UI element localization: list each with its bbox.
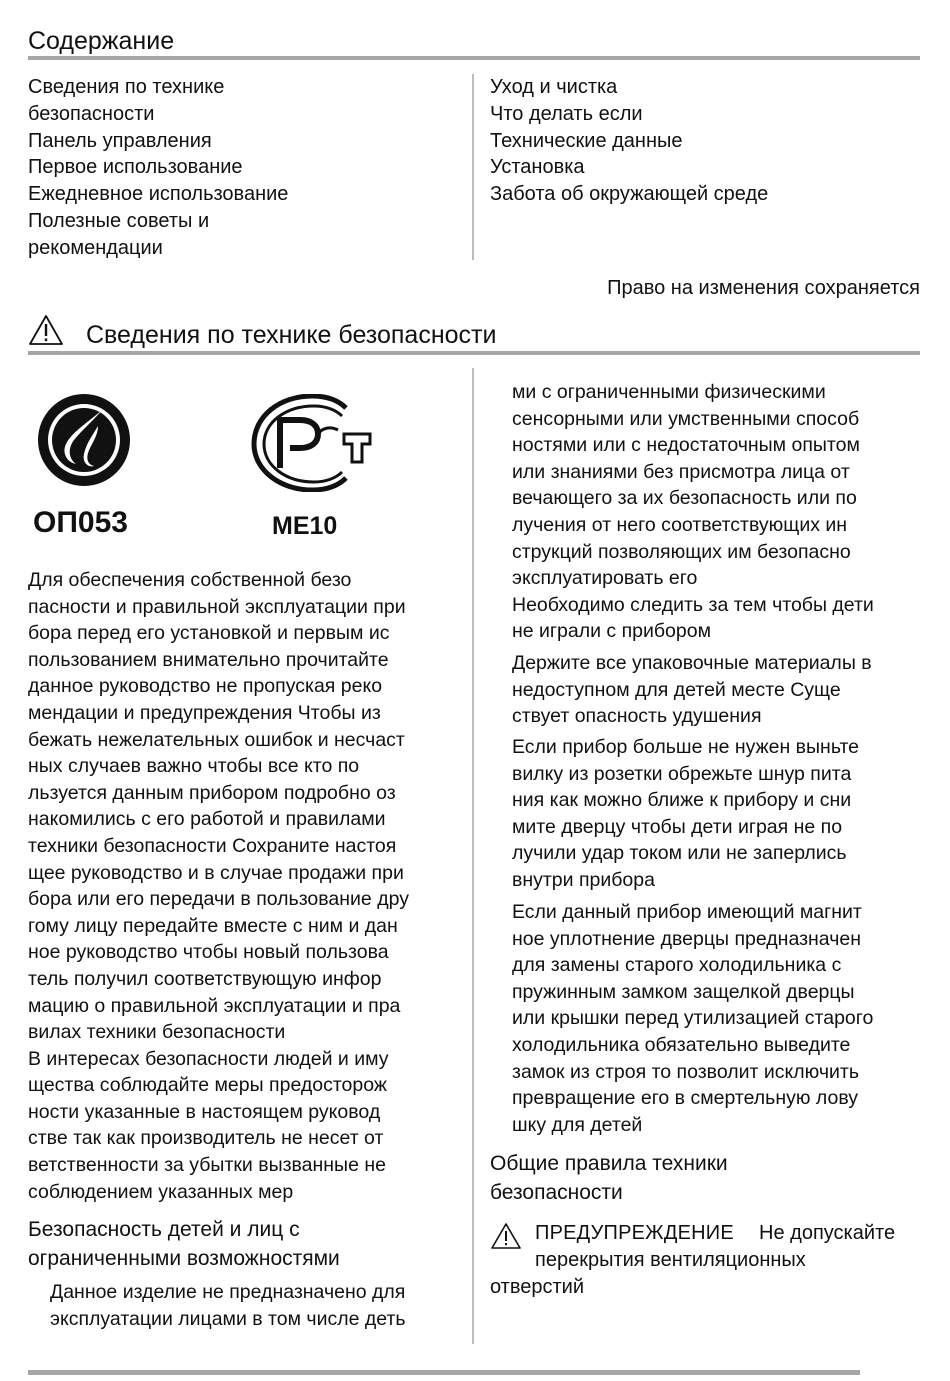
text-line: эксплуатации лицами в том числе деть (50, 1307, 406, 1330)
text-line: соблюдением указанных мер (28, 1180, 294, 1203)
text-line: Данное изделие не предназначено для (50, 1281, 406, 1303)
toc-item[interactable]: Панель управления (28, 129, 212, 152)
toc-item[interactable]: рекомендации (28, 236, 163, 259)
text-line: накомились с его работой и правилами (28, 808, 386, 831)
text-line: тель получил соответствующую инфор (28, 967, 382, 990)
text-line: сенсорными или умственными способ (512, 407, 860, 430)
toc-divider (472, 74, 474, 260)
text-line: вилку из розетки обрежьте шнур пита (512, 762, 852, 785)
toc-item[interactable]: безопасности (28, 102, 155, 125)
toc-item[interactable]: Уход и чистка (490, 76, 618, 98)
toc-title-rule (28, 56, 920, 60)
text-line: лучения от него соответствующих ин (512, 513, 848, 536)
children-safety-continued (512, 379, 874, 645)
text-line: Если данный прибор имеющий магнит (512, 901, 862, 923)
text-line: мите дверцу чтобы дети играя не по (512, 815, 843, 838)
text-line: замок из строя то позволит исключить (512, 1060, 859, 1083)
text-line: Необходимо следить за тем чтобы дети (512, 593, 874, 616)
general-safety-heading (490, 1149, 728, 1207)
footer-rule (28, 1370, 860, 1375)
toc-item[interactable]: Ежедневное использование (28, 183, 289, 206)
text-line: или крышки перед утилизацией старого (512, 1007, 874, 1030)
warning-text-line: перекрытия вентиляционных (535, 1249, 806, 1271)
text-line: превращение его в смертельную лову (512, 1087, 859, 1110)
text-line: ми с ограниченными физическими (512, 381, 826, 403)
magnetic-seal-text (512, 899, 873, 1138)
toc-item[interactable]: Технические данные (490, 129, 683, 152)
text-line: эксплуатировать его (512, 567, 698, 590)
toc-item[interactable]: Полезные советы и (28, 209, 210, 232)
toc-title: Содержание (28, 27, 175, 55)
text-line: лучили удар током или не заперлись (512, 842, 847, 865)
text-line: ности указанные в настоящем руковод (28, 1100, 381, 1123)
column-divider (472, 368, 474, 1344)
text-line: или знаниями без присмотра лица от (512, 460, 850, 483)
text-line: шку для детей (512, 1113, 643, 1136)
text-line: стве так как производитель не несет от (28, 1127, 384, 1150)
text-line: бора перед его установкой и первым ис (28, 622, 390, 645)
text-line: ное руководство чтобы новый пользова (28, 941, 389, 964)
text-line: пасности и правильной эксплуатации при (28, 595, 406, 618)
warning-triangle-icon (28, 314, 64, 346)
safety-title: Сведения по технике безопасности (86, 321, 497, 349)
toc-item[interactable]: Сведения по технике (28, 76, 225, 98)
text-line: ностями или с недостаточным опытом (512, 434, 860, 457)
text-line: ветственности за убытки вызванные не (28, 1154, 386, 1177)
safety-title-rule (28, 351, 920, 355)
children-safety-text (50, 1279, 406, 1332)
text-line: Если прибор больше не нужен выньте (512, 736, 860, 758)
warning-label: ПРЕДУПРЕЖДЕНИЕ (535, 1222, 734, 1244)
pct-code: МЕ10 (272, 512, 338, 540)
text-line: мендации и предупреждения Чтобы из (28, 701, 381, 724)
warning-text: Не допускайте (759, 1222, 896, 1244)
certification-code: ОП053 (33, 506, 128, 539)
heading-line: безопасности (490, 1181, 623, 1204)
text-line: ных случаев важно чтобы все кто по (28, 755, 360, 778)
text-line: техники безопасности Сохраните настоя (28, 834, 397, 857)
heading-line: ограниченными возможностями (28, 1247, 340, 1270)
text-line: холодильника обязательно выведите (512, 1033, 851, 1056)
toc-item[interactable]: Установка (490, 156, 585, 179)
text-line: щества соблюдайте меры предосторож (28, 1074, 387, 1097)
toc-left-list (28, 74, 288, 262)
text-line: гому лицу передайте вместе с ним и дан (28, 914, 398, 937)
heading-line: Общие правила техники (490, 1152, 728, 1175)
warning-triangle-icon (490, 1222, 522, 1250)
text-line: бежать нежелательных ошибок и несчаст (28, 728, 405, 751)
packaging-warning-text (512, 650, 872, 730)
text-line: ния как можно ближе к прибору и сни (512, 789, 852, 812)
text-line: пружинным замком защелкой дверцы (512, 980, 855, 1003)
text-line: щее руководство и в случае продажи при (28, 861, 404, 884)
heading-line: Безопасность детей и лиц с (28, 1218, 300, 1241)
text-line: для замены старого холодильника с (512, 954, 842, 977)
text-line: Для обеспечения собственной безо (28, 569, 352, 591)
text-line: Держите все упаковочные материалы в (512, 652, 872, 674)
pct-mark-icon (246, 394, 376, 492)
warning-line (535, 1220, 895, 1247)
children-safety-heading (28, 1215, 340, 1273)
text-line: В интересах безопасности людей и иму (28, 1047, 389, 1070)
text-line: бора или его передачи в пользование дру (28, 888, 409, 911)
text-line: внутри прибора (512, 868, 655, 891)
warning-text-line: отверстий (490, 1276, 584, 1298)
text-line: пользованием внимательно прочитайте (28, 648, 389, 671)
text-line: недоступном для детей месте Суще (512, 678, 841, 701)
toc-item[interactable]: Что делать если (490, 102, 643, 125)
disposal-text (512, 734, 859, 894)
certification-mark-icon (36, 392, 132, 488)
toc-item[interactable]: Забота об окружающей среде (490, 183, 769, 206)
text-line: мацию о правильной эксплуатации и пра (28, 994, 401, 1017)
text-line: ное уплотнение дверцы предназначен (512, 927, 861, 950)
text-line: льзуется данным прибором подробно оз (28, 781, 396, 804)
toc-right-list (490, 74, 768, 208)
text-line: вилах техники безопасности (28, 1021, 286, 1044)
rights-note: Право на изменения сохраняется (607, 277, 920, 299)
safety-intro-text (28, 567, 409, 1205)
text-line: струкций позволяющих им безопасно (512, 540, 851, 563)
text-line: вечающего за их безопасность или по (512, 487, 857, 510)
text-line: ствует опасность удушения (512, 705, 762, 728)
text-line: данное руководство не пропуская реко (28, 675, 383, 698)
toc-item[interactable]: Первое использование (28, 156, 243, 179)
text-line: не играли с прибором (512, 620, 711, 643)
